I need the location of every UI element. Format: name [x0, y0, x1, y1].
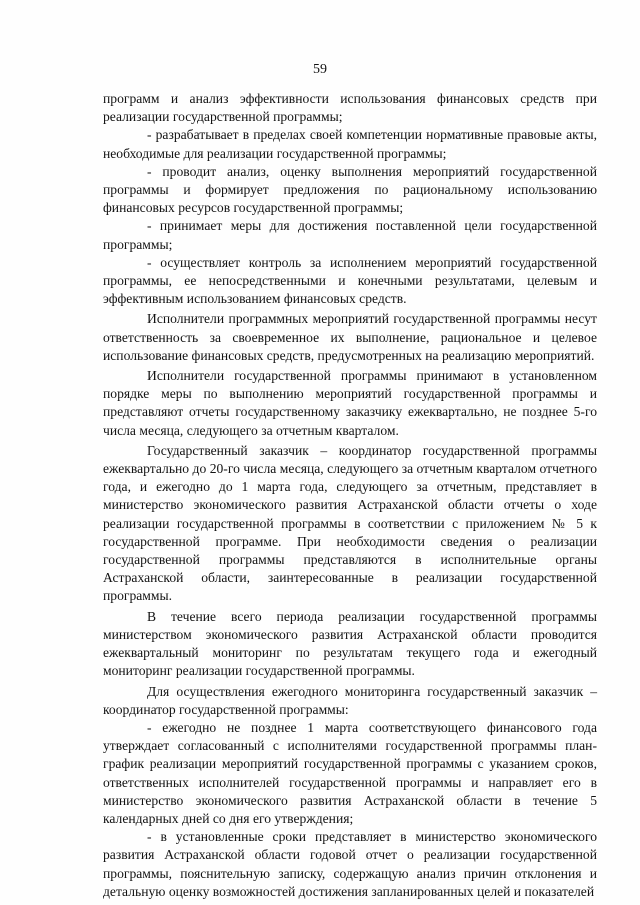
paragraph-list-item: - осуществляет контроль за исполнением мероприятий государственной программы, ее непосредственными и конечными результатами, целевым и эффективным использованием финансовых средств. [103, 254, 597, 307]
paragraph-list-item: - принимает меры для достижения поставленной цели государственной программы; [103, 218, 597, 252]
document-body [103, 90, 597, 901]
paragraph-list-item: - ежегодно не позднее 1 марта соответствующего финансового года утверждает согласованный с исполнителями государственной программы план-график реализации мероприятий государственной программы с указанием сроков, ответственных исполнителей государственной программы и направляет его в министерство экономического развития Астраханской области в течение 5 календарных дней со дня его утверждения; [103, 719, 597, 826]
paragraph-continuation: программ и анализ эффективности использования финансовых средств при реализации государственной программы; [103, 91, 597, 125]
paragraph: Исполнители программных мероприятий государственной программы несут ответственность за своевременное их выполнение, рациональное и целевое использование финансовых средств, предусмотренных на реализацию мероприятий. [103, 311, 597, 363]
page-number: 59 [313, 62, 327, 77]
paragraph: Государственный заказчик – координатор государственной программы ежеквартально до 20-го числа месяца, следующего за отчетным кварталом отчетного года, и ежегодно до 1 марта года, следующего за отчетным, представляет в министерство экономического развития Астраханской области отчеты о ходе реализации государственной программы в соответствии с приложением № 5 к государственной программе. При необходимости сведения о реализации государственной программы представляются в исполнительные органы Астраханской области, заинтересованные в реализации государственной программы. [103, 442, 597, 604]
paragraph: Для осуществления ежегодного мониторинга государственный заказчик – координатор государственной программы: [103, 683, 597, 717]
paragraph-list-item: - проводит анализ, оценку выполнения мероприятий государственной программы и формирует предложения по рациональному использованию финансовых ресурсов государственной программы; [103, 163, 597, 216]
paragraph-list-item: - разрабатывает в пределах своей компетенции нормативные правовые акты, необходимые для реализации государственной программы; [103, 127, 597, 161]
paragraph: Исполнители государственной программы принимают в установленном порядке меры по выполнению мероприятий государственной программы и представляют отчеты государственному заказчику ежеквартально, не позднее 5-го числа месяца, следующего за отчетным кварталом. [103, 368, 597, 438]
paragraph-list-item: - в установленные сроки представляет в министерство экономического развития Астраханской области годовой отчет о реализации государственной программы, пояснительную записку, содержащую анализ причин отклонения и детальную оценку возможностей достижения запланированных целей и показателей [103, 829, 597, 899]
paragraph: В течение всего периода реализации государственной программы министерством экономического развития Астраханской области проводится ежеквартальный мониторинг по результатам текущего года и ежегодный мониторинг реализации государственной программы. [103, 608, 597, 679]
